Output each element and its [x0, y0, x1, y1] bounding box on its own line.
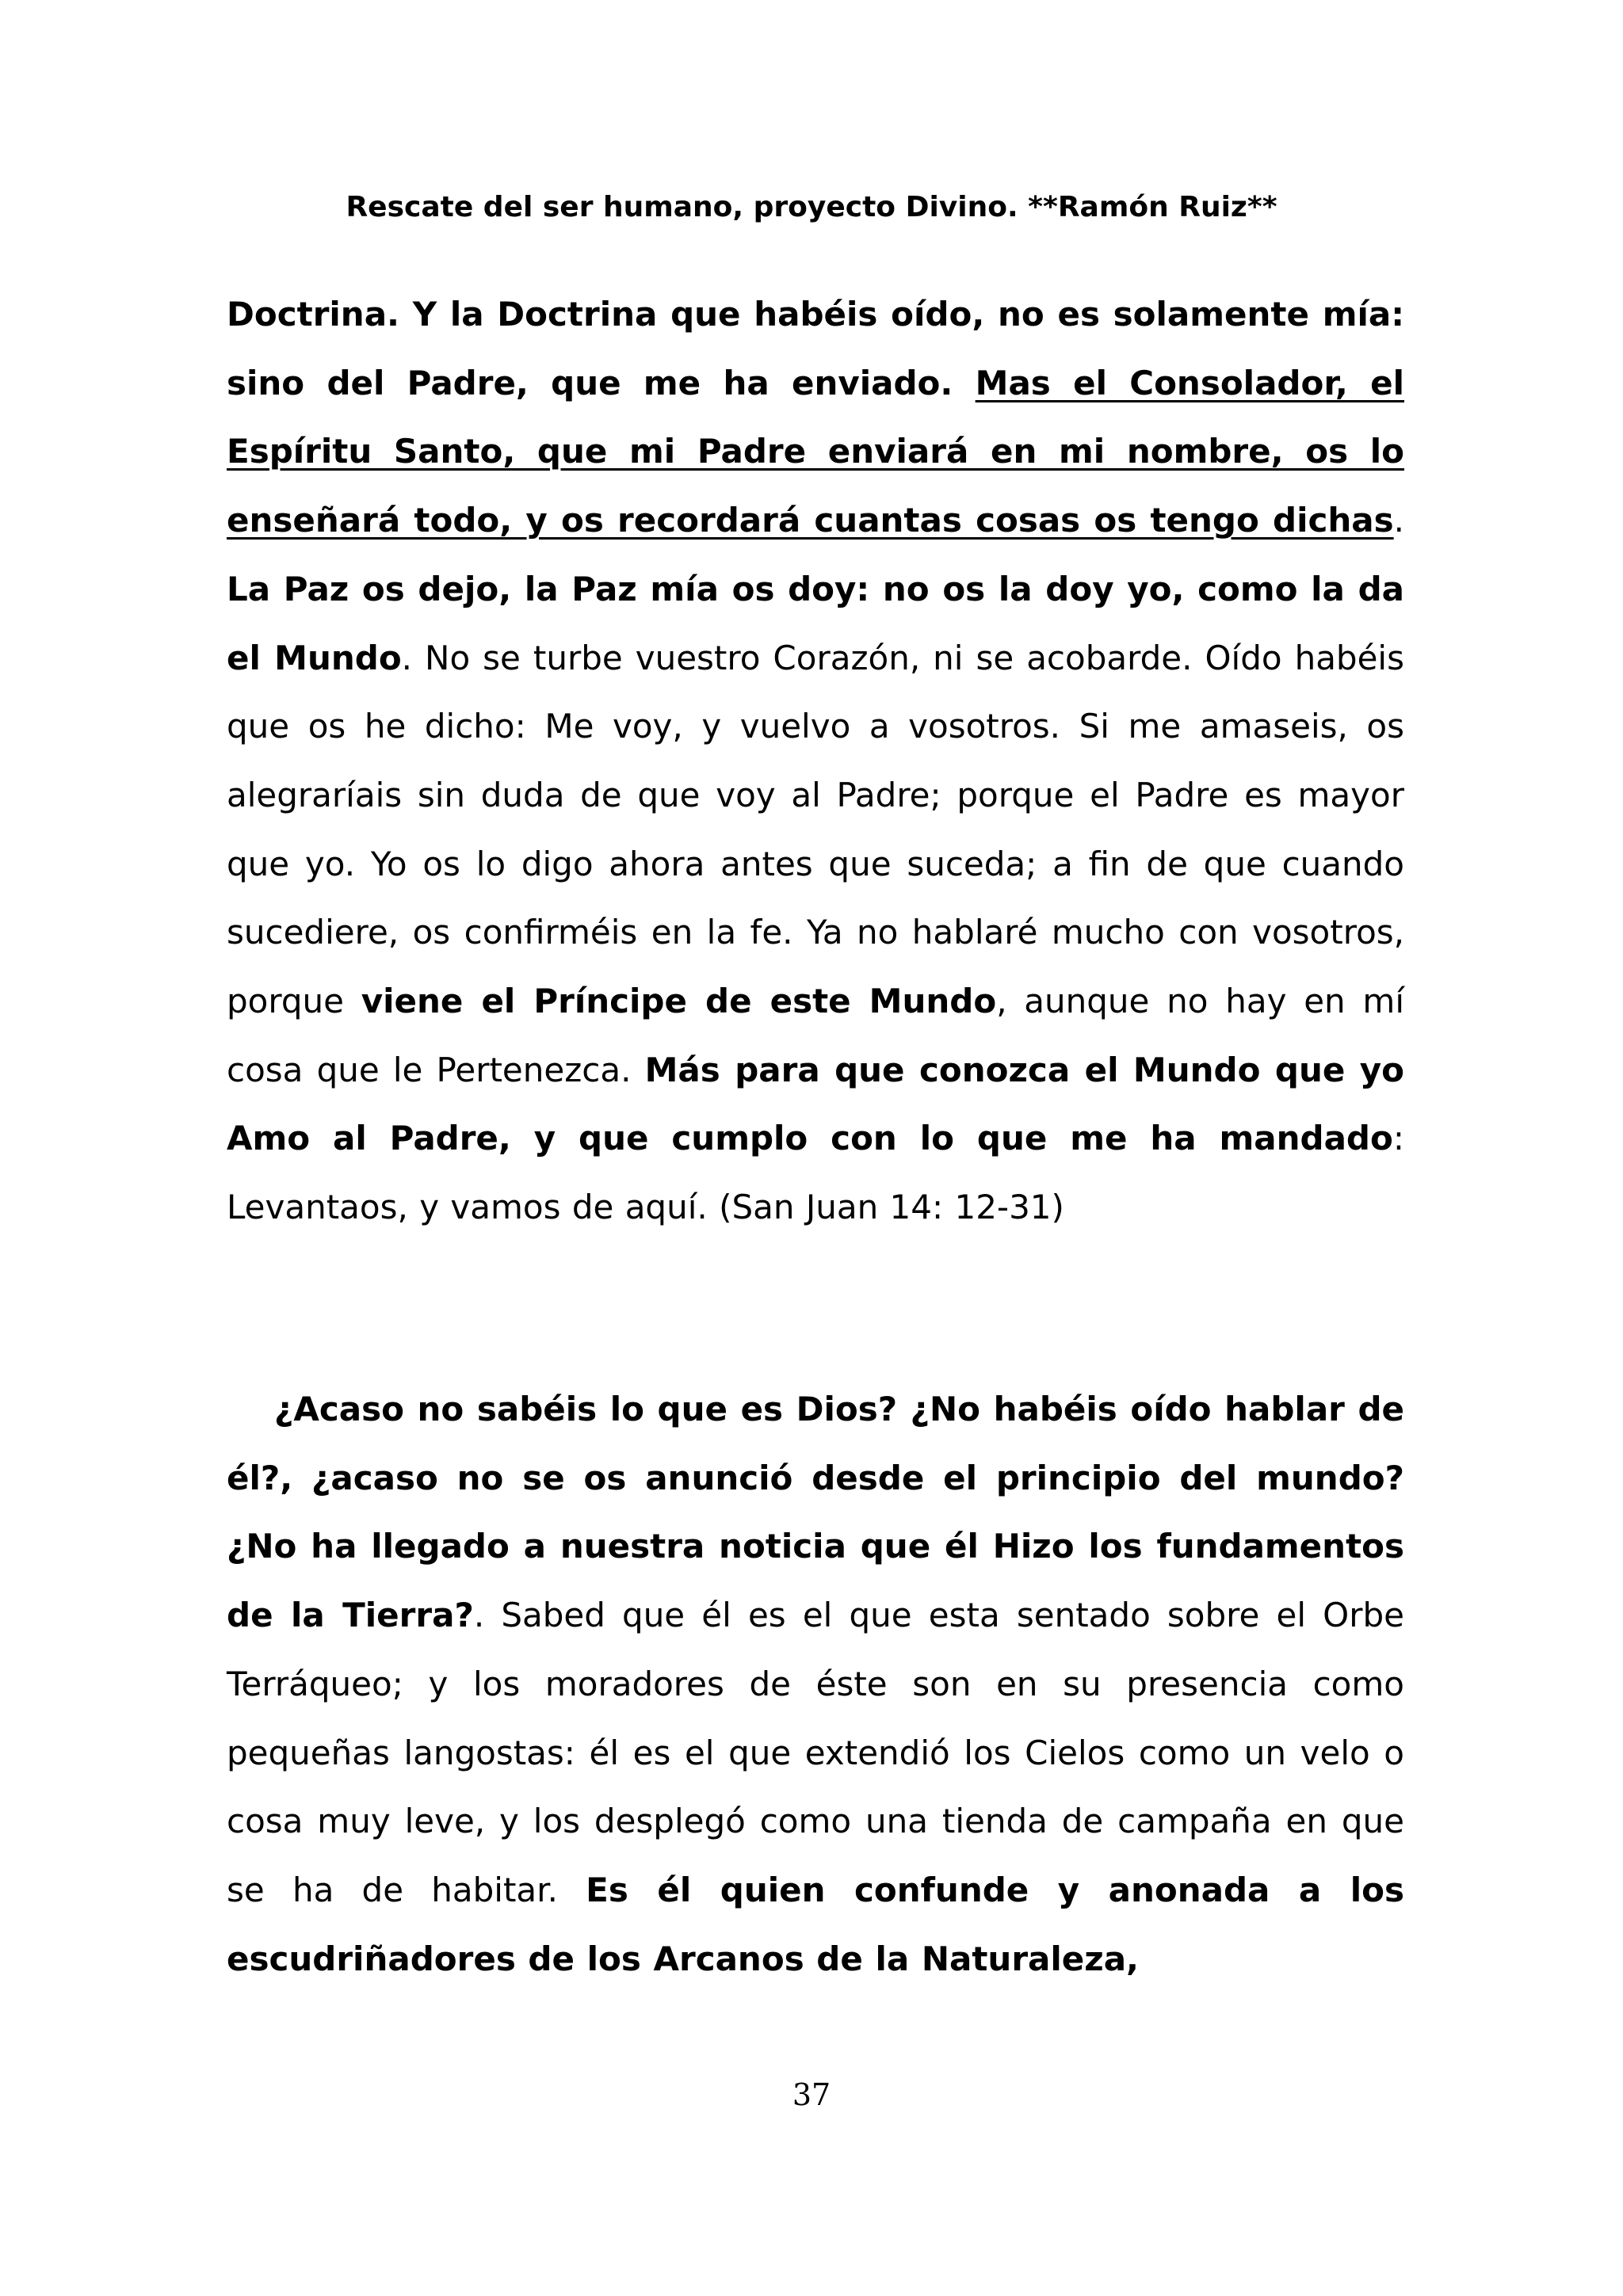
text-segment: . No se turbe vuestro Corazón, ni se acobarde. Oído habéis que os he dicho: Me voy, y vuelvo a vosotros. Si me amaseis, os alegraríais sin duda de que voy al Padre; porque el Padre es mayor que yo. Yo os lo digo ahora antes que suceda; a fin de que cuando sucediere, os confirméis en la fe. Ya no hablaré mucho con vosotros, porque	[227, 638, 1404, 1021]
text-segment: . Sabed que él es el que esta sentado sobre el Orbe Terráqueo; y los moradores de éste son en su presencia como pequeñas langostas: él es el que extendió los Cielos como un velo o cosa muy leve, y los desplegó como una tienda de campaña en que se ha de habitar.	[227, 1596, 1404, 1909]
text-segment-bold: ¿Acaso no sabéis lo que es Dios? ¿No habéis oído hablar de él?, ¿acaso no se os anunció desde el principio del mundo? ¿No ha llegado a nuestra noticia que él Hizo los fundamentos de la Tierra?	[227, 1390, 1404, 1635]
running-header: Rescate del ser humano, proyecto Divino. **Ramón Ruiz**	[346, 191, 1277, 223]
text-segment: : Levantaos, y vamos de aquí. (San Juan 14: 12-31)	[227, 1119, 1404, 1227]
text-segment: , aunque no hay en mí cosa que le Pertenezca.	[227, 982, 1404, 1089]
text-segment-bold-underline: Mas el Consolador, el Espíritu Santo, que mi Padre enviará en mi nombre, os lo enseñará todo, y os recordará cuantas cosas os tengo dichas	[227, 363, 1405, 540]
paragraph-1	[227, 280, 1404, 1242]
text-segment-bold: Doctrina. Y la Doctrina que habéis oído, no es solamente mía: sino del Padre, que me ha enviado.	[227, 295, 1404, 402]
text-segment-bold: Es él quien confunde y anonada a los escudriñadores de los Arcanos de la Naturaleza,	[227, 1870, 1404, 1978]
text-segment-bold: La Paz os dejo, la Paz mía os doy: no os la doy yo, como la da el Mundo	[227, 569, 1404, 677]
text-segment-bold: Más para que conozca el Mundo que yo Amo al Padre, y que cumplo con lo que me ha mandado	[227, 1050, 1404, 1158]
paragraph-2	[227, 1375, 1404, 1993]
page-number: 37	[792, 2077, 831, 2112]
text-segment-bold: viene el Príncipe de este Mundo	[361, 982, 997, 1021]
text-segment: .	[1393, 501, 1404, 540]
